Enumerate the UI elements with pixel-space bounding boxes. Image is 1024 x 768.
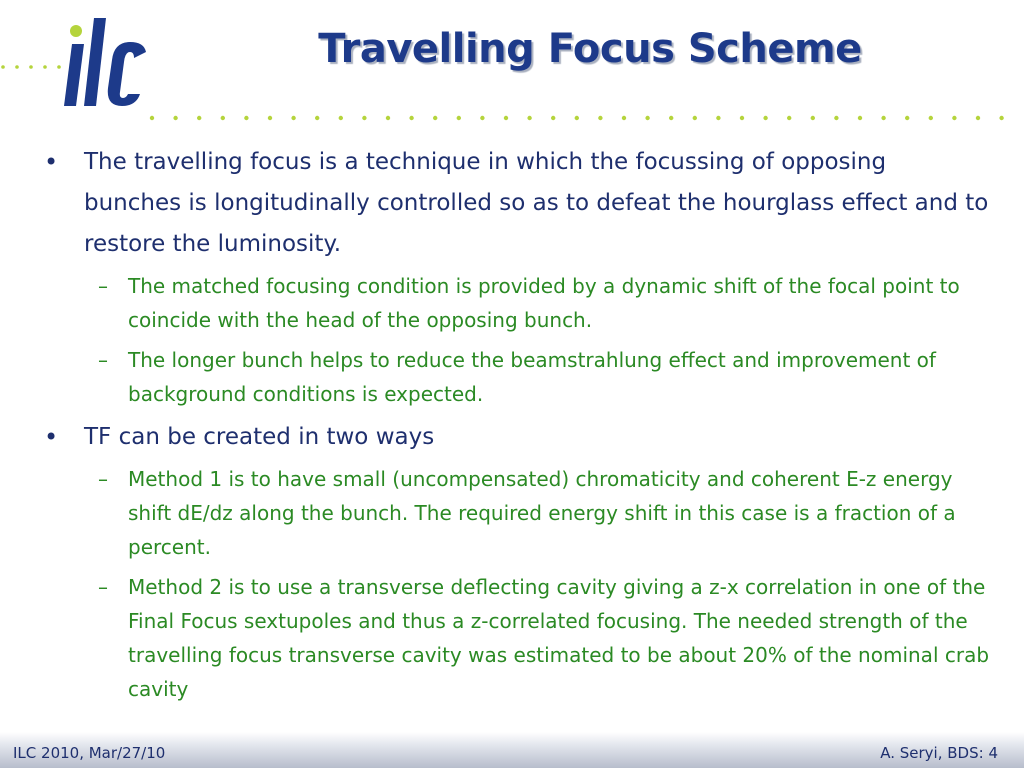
bullet-marker: • <box>44 148 59 176</box>
dash-marker: – <box>98 274 108 298</box>
divider-dot <box>976 116 980 120</box>
divider-dot <box>598 116 602 120</box>
decorative-dot-row-left <box>0 64 70 70</box>
dash-marker: – <box>98 467 108 491</box>
dash-marker: – <box>98 575 108 599</box>
decorative-dot-divider <box>148 114 1024 122</box>
sub-bullet-item <box>40 269 990 337</box>
divider-dot <box>457 116 461 120</box>
divider-dot <box>811 116 815 120</box>
divider-dot <box>504 116 508 120</box>
divider-dot <box>386 116 390 120</box>
ilc-logo-icon <box>58 14 148 109</box>
divider-dot <box>787 116 791 120</box>
divider-dot <box>527 116 531 120</box>
divider-dot <box>905 116 909 120</box>
bullet-text: The travelling focus is a technique in which the focussing of opposing bunches is longitudinally controlled so as to defeat the hourglass effect and to restore the luminosity. <box>84 149 989 257</box>
sub-bullet-text: The matched focusing condition is provided by a dynamic shift of the focal point to coincide with the head of the opposing bunch. <box>128 274 960 332</box>
divider-dot <box>952 116 956 120</box>
bullet-text: TF can be created in two ways <box>84 424 435 450</box>
sub-bullet-item <box>40 343 990 411</box>
divider-dot <box>197 116 201 120</box>
divider-dot <box>999 116 1003 120</box>
bullet-item <box>40 142 990 265</box>
divider-dot <box>150 116 154 120</box>
divider-dot <box>244 116 248 120</box>
divider-dot <box>433 116 437 120</box>
divider-dot <box>362 116 366 120</box>
divider-dot <box>763 116 767 120</box>
divider-dot <box>268 116 272 120</box>
bullet-marker: • <box>44 423 59 451</box>
divider-dot <box>693 116 697 120</box>
sub-bullet-item <box>40 462 990 564</box>
footer-author-page: A. Seryi, BDS: 4 <box>880 744 998 762</box>
footer-event-date: ILC 2010, Mar/27/10 <box>13 744 166 762</box>
divider-dot <box>740 116 744 120</box>
sub-bullet-text: The longer bunch helps to reduce the beamstrahlung effect and improvement of background conditions is expected. <box>128 348 936 406</box>
sub-bullet-item <box>40 570 990 706</box>
bullet-item <box>40 417 990 458</box>
sub-bullet-text: Method 2 is to use a transverse deflecting cavity giving a z-x correlation in one of the Final Focus sextupoles and thus a z-correlated focusing. The needed strength of the travelling focus transverse cavity was estimated to be about 20% of the nominal crab cavity <box>128 575 990 701</box>
divider-dot <box>291 116 295 120</box>
divider-dot <box>716 116 720 120</box>
slide-body <box>40 142 990 712</box>
divider-dot <box>645 116 649 120</box>
divider-dot <box>173 116 177 120</box>
divider-dot <box>551 116 555 120</box>
slide-footer <box>0 732 1024 768</box>
divider-dot <box>221 116 225 120</box>
divider-dot <box>858 116 862 120</box>
sub-bullet-text: Method 1 is to have small (uncompensated) chromaticity and coherent E-z energy shift dE/dz along the bunch. The required energy shift in this case is a fraction of a percent. <box>128 467 956 559</box>
divider-dot <box>622 116 626 120</box>
divider-dot <box>480 116 484 120</box>
slide-title: Travelling Focus Scheme <box>318 26 862 72</box>
divider-dot <box>409 116 413 120</box>
divider-dot <box>834 116 838 120</box>
divider-dot <box>315 116 319 120</box>
divider-dot <box>575 116 579 120</box>
divider-dot <box>669 116 673 120</box>
divider-dot <box>339 116 343 120</box>
divider-dot <box>881 116 885 120</box>
dash-marker: – <box>98 348 108 372</box>
divider-dot <box>929 116 933 120</box>
